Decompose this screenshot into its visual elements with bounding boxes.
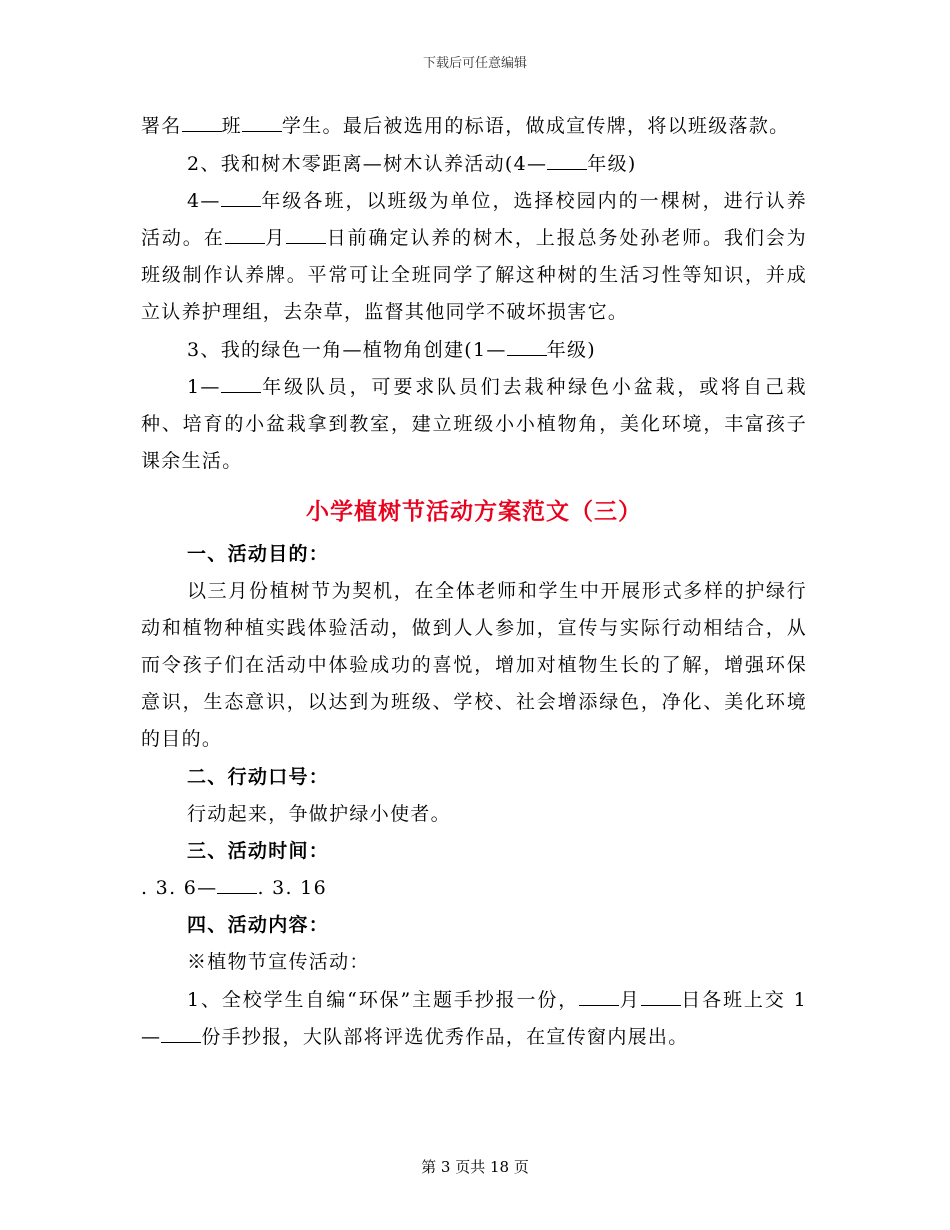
paragraph-signature: 署名 班 学生。最后被选用的标语，做成宣传牌，将以班级落款。	[141, 108, 807, 145]
paragraph-purpose: 以三月份植树节为契机，在全体老师和学生中开展形式多样的护绿行动和植物种植实践体验活动，做到人人参加，宣传与实际行动相结合，从而令孩子们在活动中体验成功的喜悦，增加对植物生长的了解，增强环保意识，生态意识，以达到为班级、学校、社会增添绿色，净化、美化环境的目的。	[141, 580, 807, 750]
paragraph-time: . 3. 6— . 3. 16	[141, 870, 807, 907]
heading-purpose: 一、活动目的：	[187, 543, 330, 565]
paragraph-tree-adoption: 4— 年级各班，以班级为单位，选择校园内的一棵树，进行认养活动。在 月 日前确定认养的树木，上报总务处孙老师。我们会为班级制作认养牌。平常可让全班同学了解这种树的生活习性等知识，并成立认养护理组，去杂草，监督其他同学不破坏损害它。	[141, 183, 807, 331]
blank-line	[221, 187, 261, 207]
page-footer: 第 3 页共 18 页	[421, 1158, 529, 1176]
blank-line	[225, 224, 265, 244]
blank-line	[161, 1023, 201, 1043]
blank-line	[286, 224, 326, 244]
blank-line	[221, 373, 261, 393]
blank-line	[217, 874, 257, 894]
heading-slogan: 二、行动口号：	[187, 766, 330, 788]
section-title: 小学植树节活动方案范文（三）	[306, 498, 642, 525]
paragraph-plant-corner-heading: 3、我的绿色一角—植物角创建(1— 年级)	[141, 332, 807, 369]
paragraph-handcopy: 1、全校学生自编“环保”主题手抄报一份， 月 日各班上交 1— 份手抄报，大队部将评选优秀作品，在宣传窗内展出。	[141, 982, 807, 1056]
blank-line	[242, 112, 282, 132]
page-header: 下载后可任意编辑	[422, 56, 527, 71]
heading-content: 四、活动内容：	[187, 914, 330, 936]
blank-line	[579, 986, 619, 1006]
blank-line	[547, 150, 587, 170]
paragraph-publicity: ※植物节宣传活动：	[187, 951, 370, 973]
blank-line	[182, 112, 222, 132]
blank-line	[507, 336, 547, 356]
paragraph-plant-corner: 1— 年级队员，可要求队员们去栽种绿色小盆栽，或将自己栽种、培育的小盆栽拿到教室，建立班级小小植物角，美化环境，丰富孩子课余生活。	[141, 369, 807, 480]
blank-line	[641, 986, 681, 1006]
document-body	[141, 108, 807, 1056]
paragraph-slogan: 行动起来，争做护绿小使者。	[187, 803, 451, 825]
heading-time: 三、活动时间：	[187, 840, 330, 862]
paragraph-tree-adoption-heading: 2、我和树木零距离—树木认养活动(4— 年级)	[141, 146, 807, 183]
